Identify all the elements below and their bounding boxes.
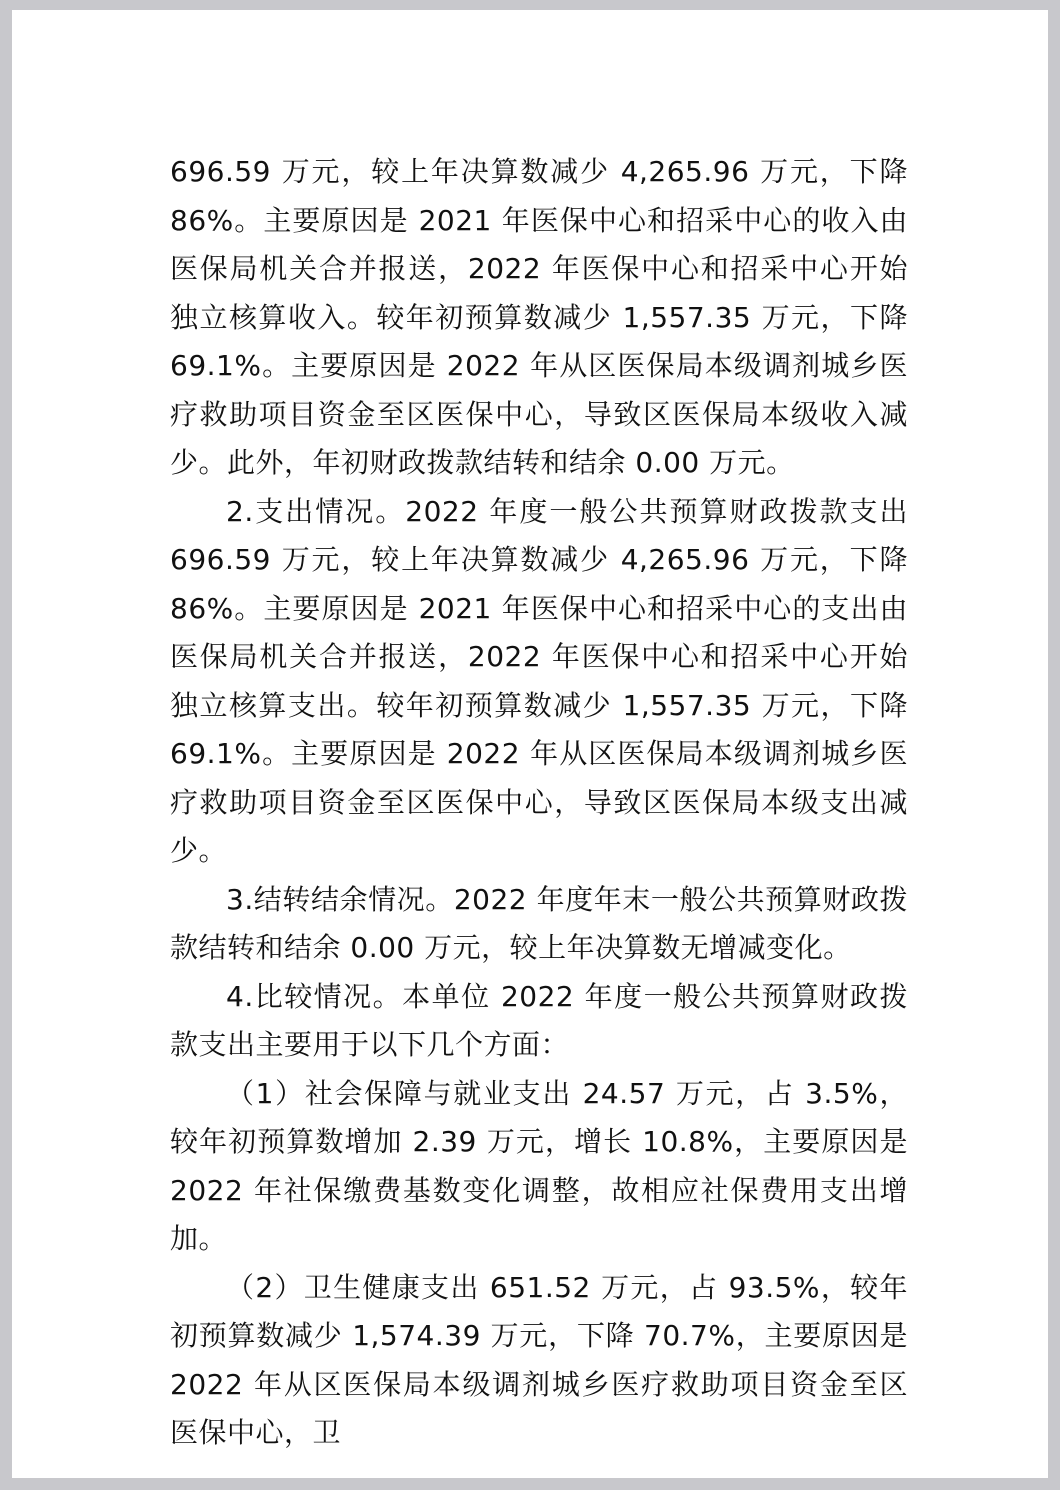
paragraph-revenue-continued: 696.59 万元，较上年决算数减少 4,265.96 万元，下降 86%。主要原因是 2021 年医保中心和招采中心的收入由医保局机关合并报送，2022 年医保中心和招采中心开始独立核算收入。较年初预算数减少 1,557.35 万元，下降 69.1%。主要原因是 2022 年从区医保局本级调剂城乡医疗救助项目资金至区医保中心，导致区医保局本级收入减少。此外，年初财政拨款结转和结余 0.00 万元。 xyxy=(170,155,908,479)
document-body xyxy=(170,148,908,1458)
paragraph-social-security: （1）社会保障与就业支出 24.57 万元，占 3.5%，较年初预算数增加 2.39 万元，增长 10.8%，主要原因是 2022 年社保缴费基数变化调整，故相应社保费用支出增加。 xyxy=(170,1076,908,1255)
paragraph-health: （2）卫生健康支出 651.52 万元，占 93.5%，较年初预算数减少 1,574.39 万元，下降 70.7%，主要原因是 2022 年从区医保局本级调剂城乡医疗救助项目资金至区医保中心，卫 xyxy=(170,1270,908,1449)
paragraph-carryover: 3.结转结余情况。2022 年度年末一般公共预算财政拨款结转和结余 0.00 万元，较上年决算数无增减变化。 xyxy=(170,882,908,964)
paragraph-comparison: 4.比较情况。本单位 2022 年度一般公共预算财政拨款支出主要用于以下几个方面： xyxy=(170,979,908,1061)
paragraph-expenditure: 2.支出情况。2022 年度一般公共预算财政拨款支出 696.59 万元，较上年决算数减少 4,265.96 万元，下降 86%。主要原因是 2021 年医保中心和招采中心的支出由医保局机关合并报送，2022 年医保中心和招采中心开始独立核算支出。较年初预算数减少 1,557.35 万元，下降 69.1%。主要原因是 2022 年从区医保局本级调剂城乡医疗救助项目资金至区医保中心，导致区医保局本级支出减少。 xyxy=(170,494,908,867)
document-page xyxy=(12,10,1048,1478)
